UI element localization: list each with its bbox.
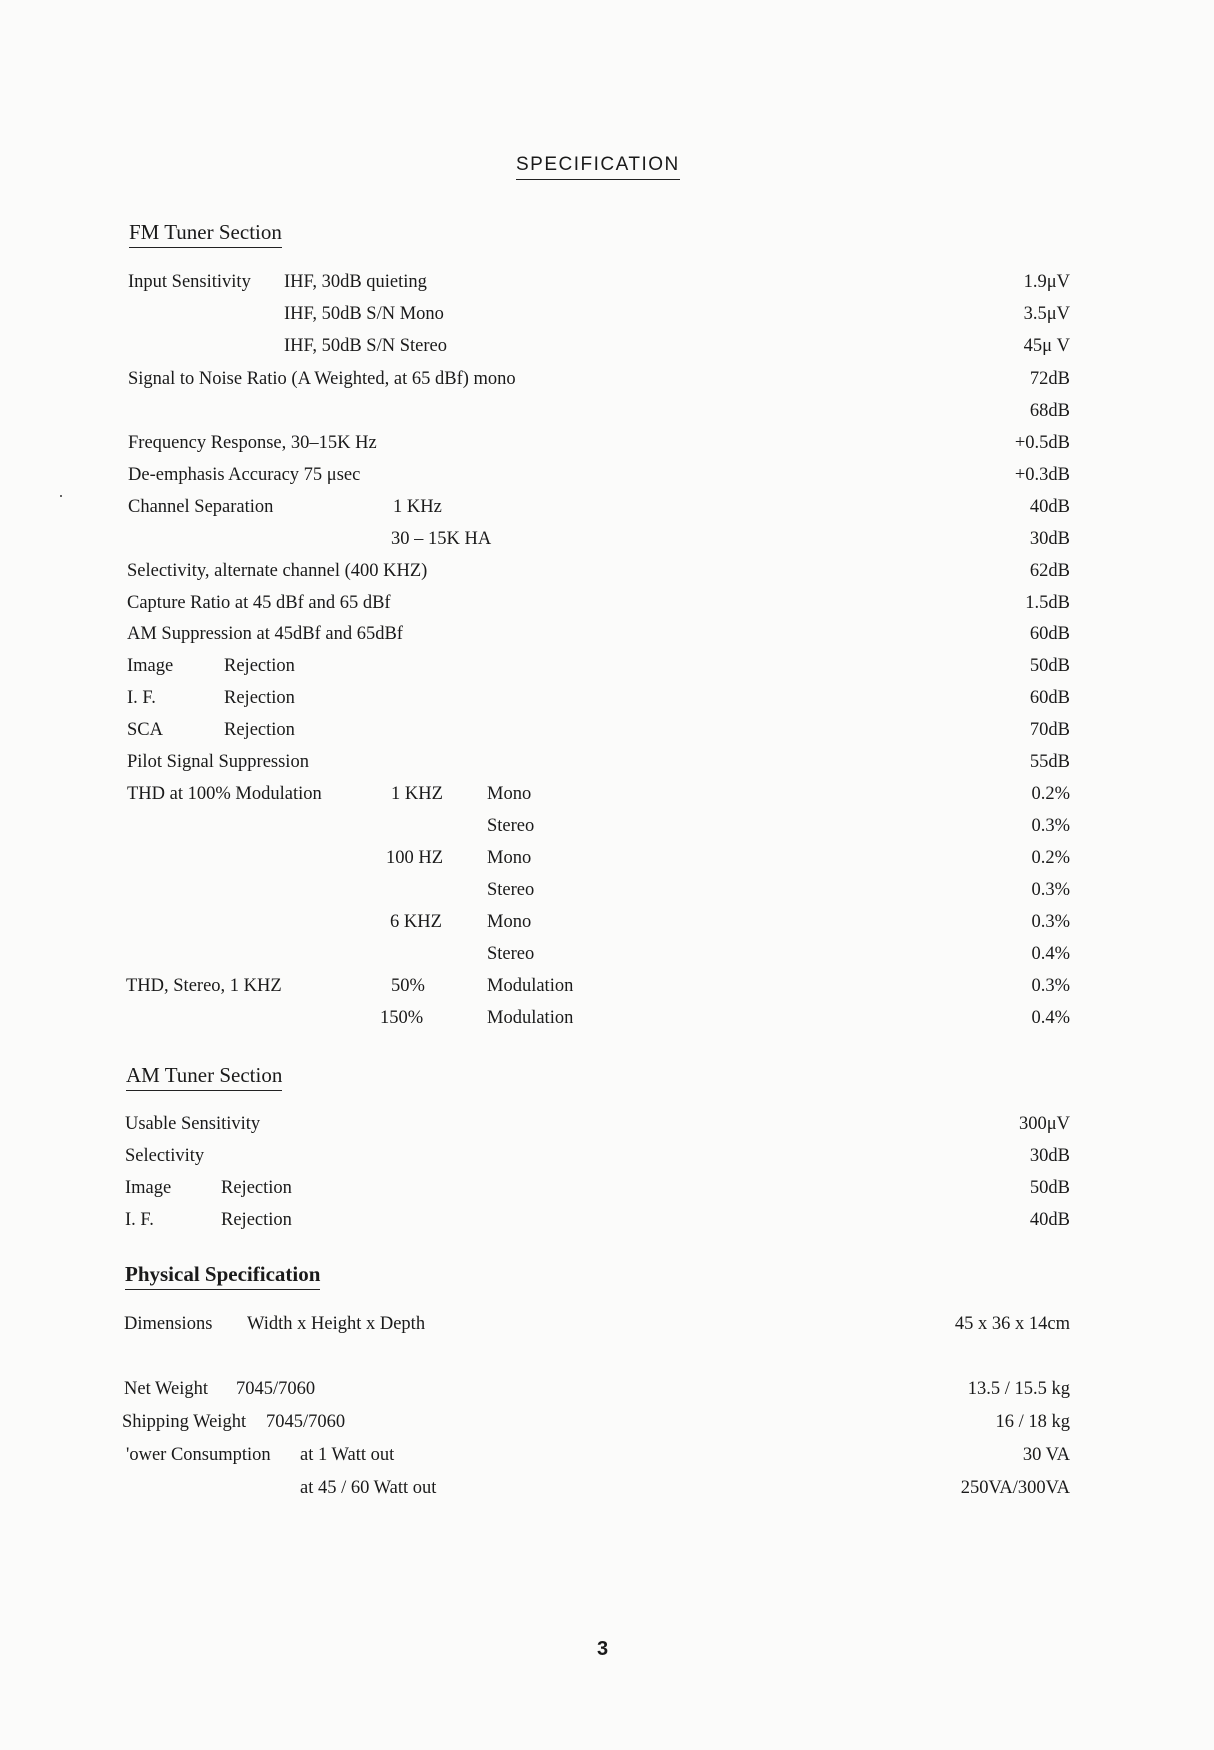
net-weight-label: Net Weight — [124, 1379, 208, 1399]
power-max-value: 250VA/300VA — [960, 1478, 1070, 1498]
am-selectivity-label: Selectivity — [125, 1146, 205, 1166]
thd-modulation-label: THD at 100% Modulation — [127, 784, 322, 804]
physical-section-heading: Physical Specification — [125, 1262, 320, 1290]
am-usable-sensitivity-label: Usable Sensitivity — [125, 1114, 261, 1134]
am-if-rejection-value: 40dB — [1029, 1210, 1070, 1230]
thd-1khz-stereo-label: Stereo — [487, 816, 535, 836]
ihf-50db-stereo-label: IHF, 50dB S/N Stereo — [284, 336, 447, 356]
dimensions-description: Width x Height x Depth — [247, 1314, 426, 1334]
thd-100hz-stereo-value: 0.3% — [1031, 880, 1070, 900]
am-section-heading: AM Tuner Section — [126, 1063, 282, 1091]
deemphasis-value: +0.3dB — [1014, 465, 1070, 485]
am-if-label: I. F. — [125, 1210, 154, 1230]
channel-separation-range-value: 30dB — [1029, 529, 1070, 549]
pilot-suppression-label: Pilot Signal Suppression — [127, 752, 309, 772]
sca-rejection-label: Rejection — [224, 720, 295, 740]
if-rejection-value: 60dB — [1029, 688, 1070, 708]
frequency-response-label: Frequency Response, 30–15K Hz — [128, 433, 377, 453]
pilot-suppression-value: 55dB — [1029, 752, 1070, 772]
thd-100hz-label: 100 HZ — [386, 848, 444, 868]
am-usable-sensitivity-value: 300μV — [1018, 1114, 1070, 1134]
am-image-label: Image — [125, 1178, 172, 1198]
power-1w-label: at 1 Watt out — [300, 1445, 395, 1465]
am-suppression-label: AM Suppression at 45dBf and 65dBf — [127, 624, 403, 644]
if-rejection-label: Rejection — [224, 688, 295, 708]
fm-section-heading: FM Tuner Section — [129, 220, 282, 248]
am-image-rejection-label: Rejection — [221, 1178, 292, 1198]
frequency-response-value: +0.5dB — [1014, 433, 1070, 453]
thd-150pct-value: 0.4% — [1031, 1008, 1070, 1028]
thd-100hz-mono-value: 0.2% — [1031, 848, 1070, 868]
channel-separation-label: Channel Separation — [128, 497, 274, 517]
shipping-weight-value: 16 / 18 kg — [995, 1412, 1070, 1432]
sca-rejection-value: 70dB — [1029, 720, 1070, 740]
thd-1khz-mono-value: 0.2% — [1031, 784, 1070, 804]
shipping-weight-models: 7045/7060 — [266, 1412, 346, 1432]
ihf-50db-mono-label: IHF, 50dB S/N Mono — [284, 304, 444, 324]
if-label: I. F. — [127, 688, 156, 708]
image-label: Image — [127, 656, 174, 676]
power-consumption-label: 'ower Consumption — [126, 1445, 271, 1465]
net-weight-models: 7045/7060 — [236, 1379, 316, 1399]
image-rejection-value: 50dB — [1029, 656, 1070, 676]
thd-6khz-stereo-value: 0.4% — [1031, 944, 1070, 964]
thd-50pct-modulation-label: Modulation — [487, 976, 574, 996]
net-weight-value: 13.5 / 15.5 kg — [967, 1379, 1070, 1399]
page-number: 3 — [597, 1638, 609, 1660]
selectivity-label: Selectivity, alternate channel (400 KHZ) — [127, 561, 428, 581]
am-suppression-value: 60dB — [1029, 624, 1070, 644]
input-sensitivity-label: Input Sensitivity — [128, 272, 251, 292]
power-1w-value: 30 VA — [1022, 1445, 1070, 1465]
am-image-rejection-value: 50dB — [1029, 1178, 1070, 1198]
am-selectivity-value: 30dB — [1029, 1146, 1070, 1166]
thd-100hz-stereo-label: Stereo — [487, 880, 535, 900]
snr-stereo-value: 68dB — [1029, 401, 1070, 421]
thd-stereo-label: THD, Stereo, 1 KHZ — [126, 976, 282, 996]
dimensions-value: 45 x 36 x 14cm — [954, 1314, 1070, 1334]
thd-1khz-mono-label: Mono — [487, 784, 532, 804]
scan-speck — [60, 495, 62, 497]
thd-50pct-value: 0.3% — [1031, 976, 1070, 996]
power-max-label: at 45 / 60 Watt out — [300, 1478, 437, 1498]
dimensions-label: Dimensions — [124, 1314, 213, 1334]
shipping-weight-label: Shipping Weight — [122, 1412, 247, 1432]
thd-50pct-label: 50% — [391, 976, 425, 996]
ihf-50db-mono-value: 3.5μV — [1023, 304, 1070, 324]
thd-1khz-label: 1 KHZ — [391, 784, 443, 804]
selectivity-value: 62dB — [1029, 561, 1070, 581]
thd-6khz-label: 6 KHZ — [390, 912, 442, 932]
thd-150pct-label: 150% — [380, 1008, 424, 1028]
thd-150pct-modulation-label: Modulation — [487, 1008, 574, 1028]
thd-6khz-stereo-label: Stereo — [487, 944, 535, 964]
thd-6khz-mono-value: 0.3% — [1031, 912, 1070, 932]
channel-separation-1khz: 1 KHz — [393, 497, 442, 517]
ihf-30db-label: IHF, 30dB quieting — [284, 272, 427, 292]
page-title: SPECIFICATION — [516, 154, 680, 180]
channel-separation-range: 30 – 15K HA — [391, 529, 492, 549]
ihf-30db-value: 1.9μV — [1023, 272, 1070, 292]
thd-1khz-stereo-value: 0.3% — [1031, 816, 1070, 836]
thd-100hz-mono-label: Mono — [487, 848, 532, 868]
capture-ratio-value: 1.5dB — [1025, 593, 1070, 613]
snr-mono-value: 72dB — [1029, 369, 1070, 389]
snr-label: Signal to Noise Ratio (A Weighted, at 65 dBf) mono — [128, 369, 516, 389]
thd-6khz-mono-label: Mono — [487, 912, 532, 932]
am-if-rejection-label: Rejection — [221, 1210, 292, 1230]
channel-separation-1khz-value: 40dB — [1029, 497, 1070, 517]
capture-ratio-label: Capture Ratio at 45 dBf and 65 dBf — [127, 593, 391, 613]
sca-label: SCA — [127, 720, 163, 740]
ihf-50db-stereo-value: 45μ V — [1023, 336, 1070, 356]
image-rejection-label: Rejection — [224, 656, 295, 676]
deemphasis-label: De-emphasis Accuracy 75 μsec — [128, 465, 361, 485]
